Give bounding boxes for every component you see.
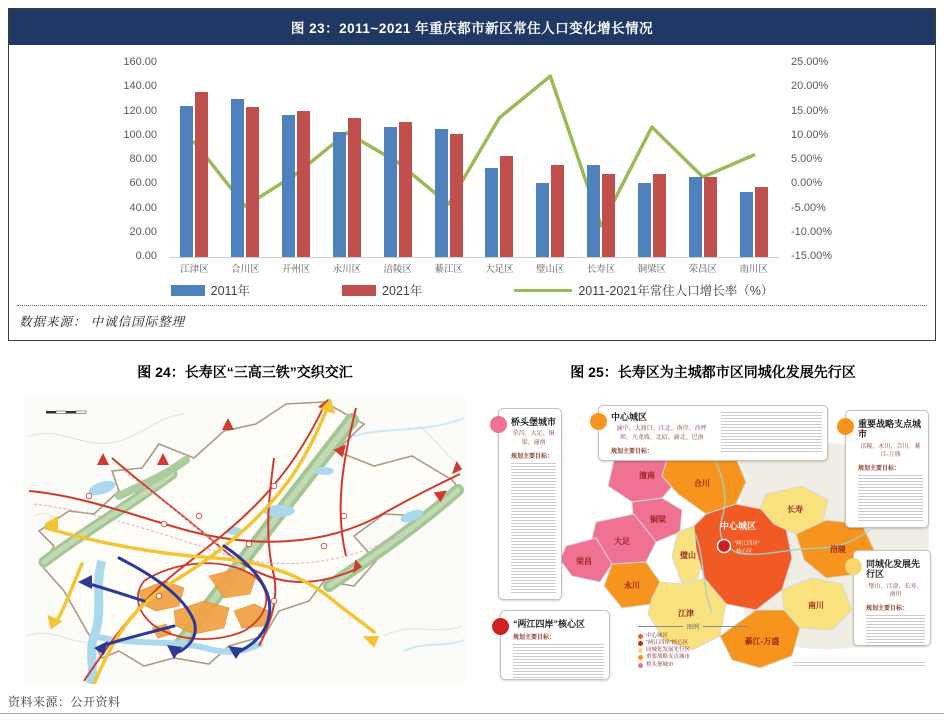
callout-body-text xyxy=(721,412,823,454)
svg-text:铜梁: 铜梁 xyxy=(650,515,666,524)
x-axis-category-label: 合川区 xyxy=(230,264,260,275)
figure24-title: 图 24：长寿区“三高三铁”交织交汇 xyxy=(137,364,353,380)
page-source: 资料来源：公开资料 xyxy=(8,695,121,709)
map25-legend xyxy=(638,622,748,669)
growth-rate-polyline xyxy=(194,76,753,226)
y-axis-right-label: -5.00% xyxy=(791,201,826,214)
y-axis-left-label: 40.00 xyxy=(129,201,157,214)
x-axis-category-label: 大足区 xyxy=(485,264,514,275)
figure23-block xyxy=(8,8,936,341)
legend-label-2021: 2021年 xyxy=(382,284,423,298)
callout-body-text xyxy=(511,463,556,593)
central-city-dot-icon xyxy=(590,413,607,430)
y-axis-left-label: 20.00 xyxy=(129,225,157,238)
map25-legend-item: 中心城区 xyxy=(638,633,748,640)
figure24-map xyxy=(24,396,466,684)
callout-body-text xyxy=(513,644,604,680)
callout-strategic-cities xyxy=(845,410,929,528)
callout-goal-label: 规划主要目标： xyxy=(611,448,654,455)
bar-2011年 xyxy=(180,106,193,257)
y-axis-left-label: 120.00 xyxy=(123,104,157,117)
bar-2011年 xyxy=(485,168,498,257)
legend-swatch-2021 xyxy=(342,285,376,296)
y-axis-right-label: 0.00% xyxy=(791,177,823,190)
callout-bridgehead-cities xyxy=(498,408,562,600)
map25-legend-item: 重要战略支点城市 xyxy=(638,654,748,661)
bar-2021年 xyxy=(450,134,463,257)
bar-2011年 xyxy=(435,129,448,257)
callout-title: 中心城区 xyxy=(611,412,648,422)
callout-goal-label: 规划主要目标： xyxy=(866,606,909,613)
map25-legend-item: “两江四岸”核心区 xyxy=(638,640,748,647)
x-axis-category-label: 铜梁区 xyxy=(637,264,667,275)
callout-title: “两江四岸”核心区 xyxy=(513,619,586,629)
callout-districts: 涪陵、永川、合川、綦江-万盛 xyxy=(860,443,921,459)
svg-text:永川: 永川 xyxy=(624,581,640,590)
svg-text:潼南: 潼南 xyxy=(639,471,655,480)
core-area-label-1: “两江四岸” xyxy=(734,541,760,547)
bar-2021年 xyxy=(297,111,310,257)
y-axis-left-label: 160.00 xyxy=(123,56,157,68)
callout-goal-label: 规划主要目标： xyxy=(513,635,556,642)
y-axis-right-label: 25.00% xyxy=(791,56,829,68)
growth-rate-line xyxy=(169,63,779,257)
svg-text:涪陵: 涪陵 xyxy=(830,545,846,554)
legend-swatch-2011 xyxy=(171,285,205,296)
legend-label-2011: 2011年 xyxy=(210,284,251,298)
bar-2011年 xyxy=(333,132,346,257)
legend-dot-icon xyxy=(638,663,643,668)
bar-2011年 xyxy=(587,165,600,257)
callout-body-text xyxy=(866,615,925,647)
legend-item-growth-rate xyxy=(514,281,773,299)
page-bottom-rule xyxy=(0,713,944,714)
bar-2021年 xyxy=(755,187,768,257)
legend-item-2011 xyxy=(171,281,250,299)
chart-legend xyxy=(9,282,935,298)
figure23-title: 图 23：2011~2021 年重庆都市新区常住人口变化增长情况 xyxy=(9,9,935,45)
callout-districts: 荣昌、大足、铜梁、潼南 xyxy=(512,431,555,447)
callout-central-city xyxy=(598,405,828,461)
y-axis-left-label: 60.00 xyxy=(129,177,157,190)
legend-dot-icon xyxy=(638,641,643,646)
svg-text:长寿: 长寿 xyxy=(787,505,803,514)
map25-legend-title: 图例 xyxy=(638,622,748,631)
svg-text:璧山: 璧山 xyxy=(680,551,696,560)
changshou-transport-map xyxy=(24,396,466,684)
bar-2021年 xyxy=(704,177,717,257)
y-axis-right-label: 20.00% xyxy=(791,80,829,93)
callout-districts: 璧山、江津、长寿、南川 xyxy=(868,583,923,599)
figure23-source: 数据来源： 中诚信国际整理 xyxy=(19,315,186,329)
svg-text:合川: 合川 xyxy=(694,479,710,488)
integration-zone-dot-icon xyxy=(845,558,862,575)
bar-2021年 xyxy=(500,156,513,257)
bar-2021年 xyxy=(399,122,412,257)
figure25-map xyxy=(490,398,936,693)
population-chart xyxy=(9,9,935,279)
bar-2011年 xyxy=(282,115,295,257)
x-axis-category-label: 璧山区 xyxy=(535,264,565,275)
callout-integration-zone xyxy=(853,550,931,646)
x-axis-category-label: 江津区 xyxy=(180,264,209,275)
x-axis-category-label: 南川区 xyxy=(739,264,768,275)
bar-2021年 xyxy=(653,174,666,257)
y-axis-right-label: 5.00% xyxy=(791,153,823,165)
bar-2021年 xyxy=(551,165,564,257)
callout-goal-label: 规划主要目标： xyxy=(511,453,554,460)
svg-text:綦江-万盛: 綦江-万盛 xyxy=(744,637,780,646)
bar-2011年 xyxy=(384,127,397,257)
callout-core-area xyxy=(500,610,610,680)
strategic-cities-dot-icon xyxy=(837,418,854,435)
legend-label-growth-rate: 2011-2021年常住人口增长率（%） xyxy=(578,284,774,298)
map25-legend-item: 同城化发展先行区 xyxy=(638,647,748,654)
x-axis-category-label: 荣昌区 xyxy=(688,264,717,275)
core-area-label-2: 核心区 xyxy=(736,549,753,555)
y-axis-left-label: 140.00 xyxy=(123,80,157,93)
legend-dot-icon xyxy=(638,648,643,653)
callout-title: 重要战略支点城市 xyxy=(858,419,922,440)
x-axis-category-label: 涪陵区 xyxy=(383,264,412,275)
core-area-dot xyxy=(718,540,731,553)
bar-2021年 xyxy=(195,92,208,257)
bridgehead-dot-icon xyxy=(490,416,507,433)
scale-bar xyxy=(46,411,86,414)
svg-text:南川: 南川 xyxy=(808,601,824,610)
bar-2021年 xyxy=(602,174,615,257)
x-axis-category-label: 长寿区 xyxy=(586,264,616,275)
bar-2011年 xyxy=(536,183,549,257)
callout-title: 同城化发展先行区 xyxy=(866,559,921,580)
svg-text:荣昌: 荣昌 xyxy=(576,557,592,566)
bar-2021年 xyxy=(246,107,259,257)
callout-body-text xyxy=(858,475,923,523)
bar-2011年 xyxy=(689,177,702,257)
svg-text:江津: 江津 xyxy=(678,609,694,618)
svg-text:大足: 大足 xyxy=(614,537,630,546)
map25-legend-item: 桥头堡城市 xyxy=(638,662,748,669)
bar-2021年 xyxy=(348,118,361,257)
svg-text:中心城区: 中心城区 xyxy=(719,521,757,531)
y-axis-right-label: -10.00% xyxy=(791,225,832,238)
y-axis-left-label: 0.00 xyxy=(135,250,157,262)
legend-dot-icon xyxy=(638,634,643,639)
x-axis-category-label: 开州区 xyxy=(281,264,311,275)
bar-2011年 xyxy=(740,192,753,257)
y-axis-right-label: 10.00% xyxy=(791,128,829,141)
callout-goal-label: 规划主要目标： xyxy=(858,466,901,473)
y-axis-left-label: 80.00 xyxy=(129,153,157,165)
y-axis-left-label: 100.00 xyxy=(123,128,157,141)
legend-item-2021 xyxy=(342,281,422,299)
figure25-title: 图 25：长寿区为主城都市区同城化发展先行区 xyxy=(570,364,856,380)
y-axis-right-label: -15.00% xyxy=(791,250,832,262)
legend-swatch-growth-rate xyxy=(514,289,572,292)
bar-2011年 xyxy=(638,183,651,257)
callout-districts: 渝中、大渡口、江北、南岸、沙坪坝、九龙坡、北碚、渝北、巴南 xyxy=(616,426,707,442)
bar-2011年 xyxy=(231,99,244,257)
core-area-dot-icon xyxy=(492,618,509,635)
legend-dot-icon xyxy=(638,655,643,660)
y-axis-right-label: 15.00% xyxy=(791,104,829,117)
x-axis-category-label: 永川区 xyxy=(332,264,362,275)
x-axis-line xyxy=(169,257,779,258)
callout-title: 桥头堡城市 xyxy=(511,417,557,427)
map25-credit-text xyxy=(793,662,925,667)
dotted-separator xyxy=(17,305,927,306)
x-axis-category-label: 綦江区 xyxy=(434,264,463,275)
